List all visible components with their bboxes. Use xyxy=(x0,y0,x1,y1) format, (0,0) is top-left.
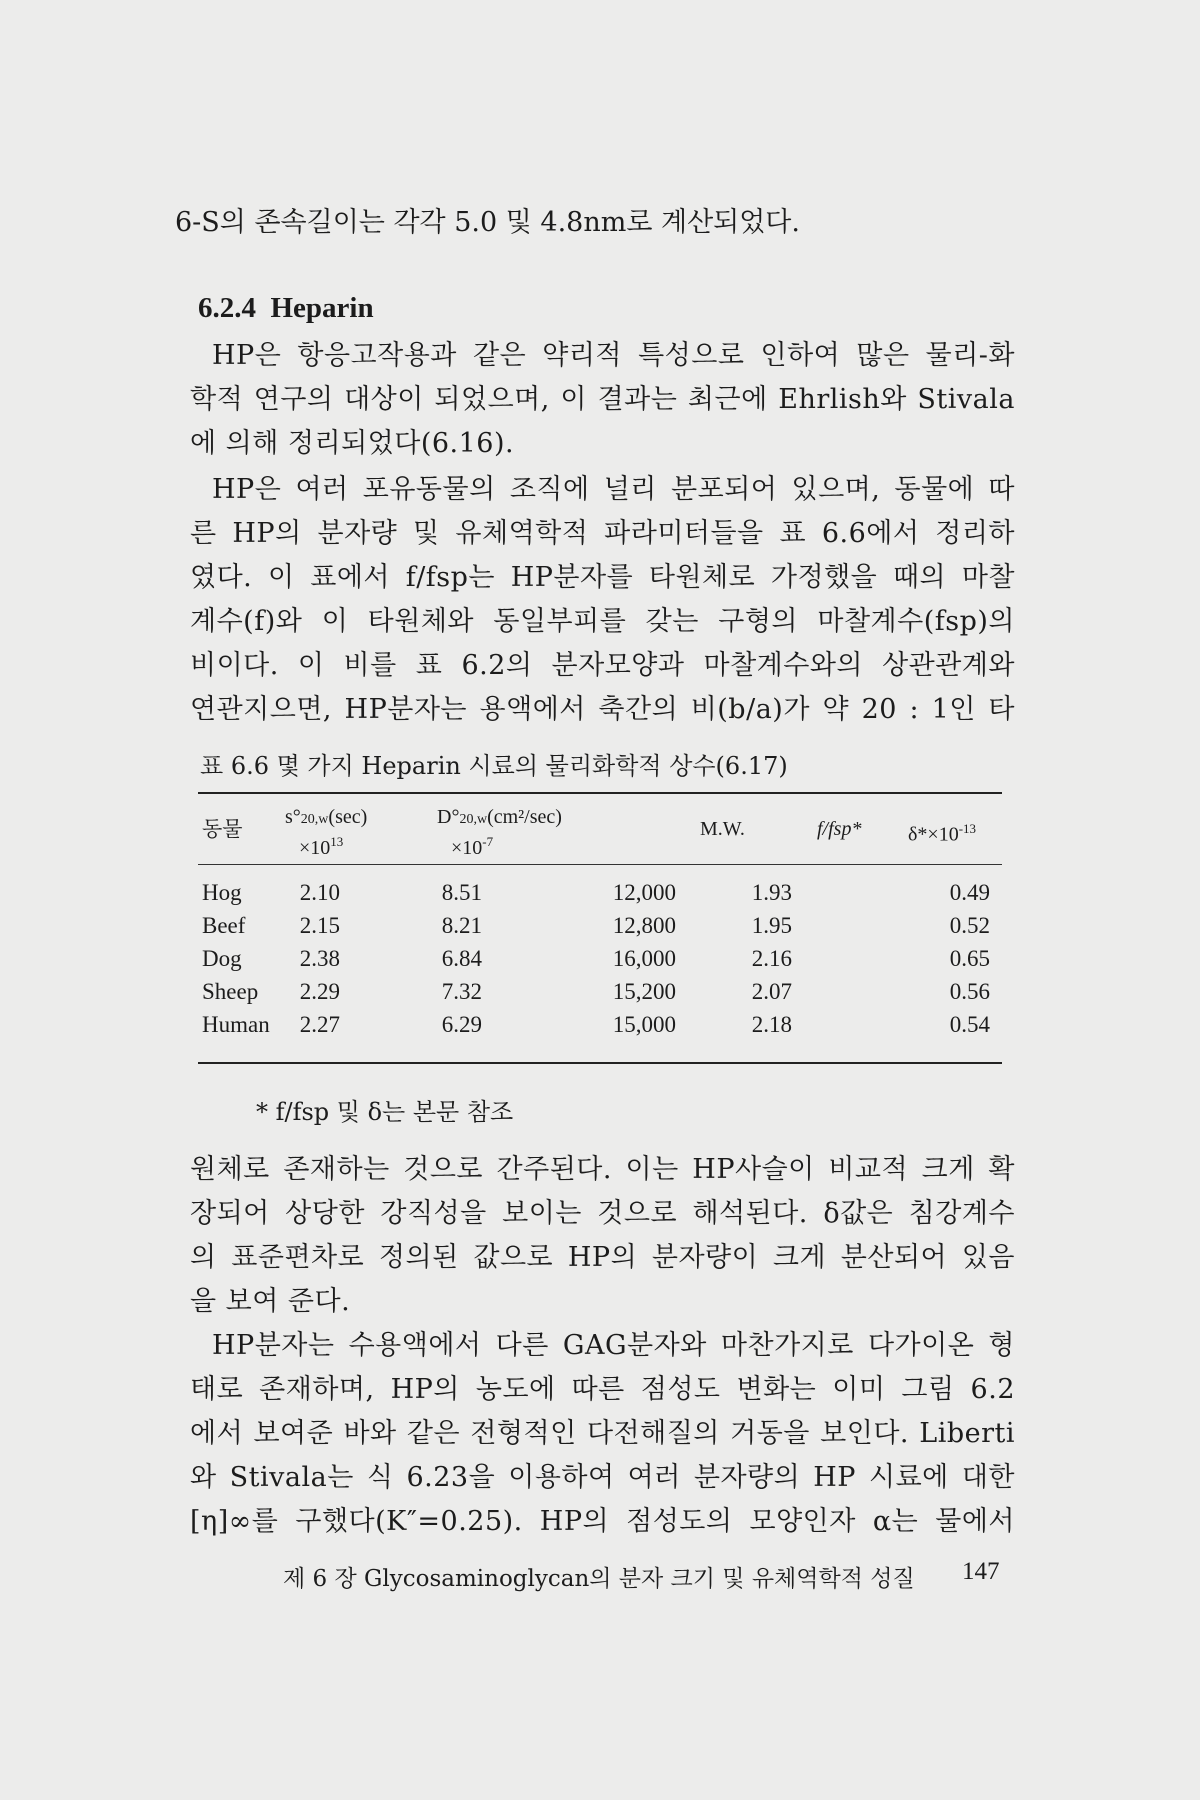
para4-line: HP분자는 수용액에서 다른 GAG분자와 마찬가지로 다가이온 형 xyxy=(212,1330,1015,1361)
cell-mw: 15,200 xyxy=(612,979,676,1004)
cell-d: 6.29 xyxy=(441,1012,482,1037)
cell-mw: 15,000 xyxy=(612,1012,676,1037)
cell-animal: Human xyxy=(202,1012,270,1037)
paragraph-2 xyxy=(190,468,1015,732)
table-row xyxy=(198,880,1002,916)
table-row xyxy=(198,979,1002,1015)
table-row xyxy=(198,913,1002,949)
cell-ffsp: 2.16 xyxy=(751,946,792,971)
cell-ffsp: 2.18 xyxy=(751,1012,792,1037)
para2-line: 였다. 이 표에서 f/fsp는 HP분자를 타원체로 가정했을 때의 마찰 xyxy=(190,562,1015,593)
para4-line: [η]∞를 구했다(K″=0.25). HP의 점성도의 모양인자 α는 물에서 xyxy=(190,1506,1015,1537)
para1-line: 에 의해 정리되었다(6.16). xyxy=(190,428,515,459)
cell-animal: Sheep xyxy=(202,979,259,1004)
running-footer: 제 6 장 Glycosaminoglycan의 분자 크기 및 유체역학적 성질 xyxy=(283,1566,915,1592)
cell-s: 2.38 xyxy=(299,946,340,971)
para2-line: 비이다. 이 비를 표 6.2의 분자모양과 마찰계수와의 상관관계와 xyxy=(190,650,1015,681)
cell-d: 8.21 xyxy=(441,913,482,938)
cell-s: 2.27 xyxy=(299,1012,340,1037)
cell-delta: 0.49 xyxy=(949,880,990,905)
paragraph-3 xyxy=(190,1148,1015,1324)
header-sedimentation: s°20,w(sec) $\times 10^{13}$ xyxy=(285,806,368,859)
para4-line: 에서 보여준 바와 같은 전형적인 다전해질의 거동을 보인다. Liberti xyxy=(190,1418,1015,1449)
cell-delta: 0.65 xyxy=(949,946,990,971)
para3-line: 의 표준편차로 정의된 값으로 HP의 분자량이 크게 분산되어 있음 xyxy=(190,1242,1015,1273)
section-title: Heparin xyxy=(270,292,374,324)
cell-mw: 12,800 xyxy=(612,913,676,938)
cell-s: 2.10 xyxy=(299,880,340,905)
paragraph-1 xyxy=(190,334,1015,466)
section-number: 6.2.4 xyxy=(198,292,256,324)
cell-mw: 16,000 xyxy=(612,946,676,971)
para1-line: 학적 연구의 대상이 되었으며, 이 결과는 최근에 Ehrlish와 Stivala xyxy=(190,384,1015,415)
para2-line: 계수(f)와 이 타원체와 동일부피를 갖는 구형의 마찰계수(fsp)의 xyxy=(190,606,1015,637)
table-top-rule xyxy=(198,792,1002,794)
table-footnote: * f/fsp 및 δ는 본문 참조 xyxy=(256,1098,514,1126)
carryover-line: 6-S의 존속길이는 각각 5.0 및 4.8nm로 계산되었다. xyxy=(175,207,800,238)
cell-ffsp: 1.93 xyxy=(751,880,792,905)
cell-delta: 0.56 xyxy=(949,979,990,1004)
cell-animal: Beef xyxy=(202,913,246,938)
para4-line: 와 Stivala는 식 6.23을 이용하여 여러 분자량의 HP 시료에 대한 xyxy=(190,1462,1015,1493)
table-caption: 표 6.6 몇 가지 Heparin 시료의 물리화학적 상수(6.17) xyxy=(200,752,788,780)
para3-line: 원체로 존재하는 것으로 간주된다. 이는 HP사슬이 비교적 크게 확 xyxy=(190,1154,1015,1185)
header-molecular-weight: M.W. xyxy=(700,818,745,840)
cell-d: 7.32 xyxy=(441,979,482,1004)
table-bottom-rule xyxy=(198,1062,1002,1064)
para1-line: HP은 항응고작용과 같은 약리적 특성으로 인하여 많은 물리-화 xyxy=(212,340,1015,371)
page-number: 147 xyxy=(962,1558,1000,1585)
para2-line: 연관지으면, HP분자는 용액에서 축간의 비(b/a)가 약 20 : 1인 타 xyxy=(190,694,1015,725)
para2-line: HP은 여러 포유동물의 조직에 널리 분포되어 있으며, 동물에 따 xyxy=(212,474,1015,505)
cell-animal: Hog xyxy=(202,880,242,905)
header-diffusion: D°20,w(cm²/sec) $\times 10^{-7}$ xyxy=(437,806,562,859)
header-delta: $\delta*\times 10^{-13}$ xyxy=(908,821,977,846)
cell-ffsp: 2.07 xyxy=(751,979,792,1004)
cell-s: 2.29 xyxy=(299,979,340,1004)
para2-line: 른 HP의 분자량 및 유체역학적 파라미터들을 표 6.6에서 정리하 xyxy=(190,518,1015,549)
cell-ffsp: 1.95 xyxy=(751,913,792,938)
cell-s: 2.15 xyxy=(299,913,340,938)
cell-delta: 0.52 xyxy=(949,913,990,938)
para4-line: 태로 존재하며, HP의 농도에 따른 점성도 변화는 이미 그림 6.2 xyxy=(190,1374,1015,1405)
table-row xyxy=(198,946,1002,982)
cell-d: 8.51 xyxy=(441,880,482,905)
cell-delta: 0.54 xyxy=(949,1012,990,1037)
table-header-rule xyxy=(198,864,1002,865)
table-row xyxy=(198,1012,1002,1048)
cell-mw: 12,000 xyxy=(612,880,676,905)
section-heading xyxy=(198,292,374,325)
paragraph-4 xyxy=(190,1324,1015,1544)
cell-d: 6.84 xyxy=(441,946,482,971)
para3-line: 장되어 상당한 강직성을 보이는 것으로 해석된다. δ값은 침강계수 xyxy=(190,1198,1015,1229)
header-ffsp: f/fsp* xyxy=(817,818,862,840)
header-animal: 동물 xyxy=(202,817,243,841)
cell-animal: Dog xyxy=(202,946,242,971)
para3-line: 을 보여 준다. xyxy=(190,1286,351,1317)
